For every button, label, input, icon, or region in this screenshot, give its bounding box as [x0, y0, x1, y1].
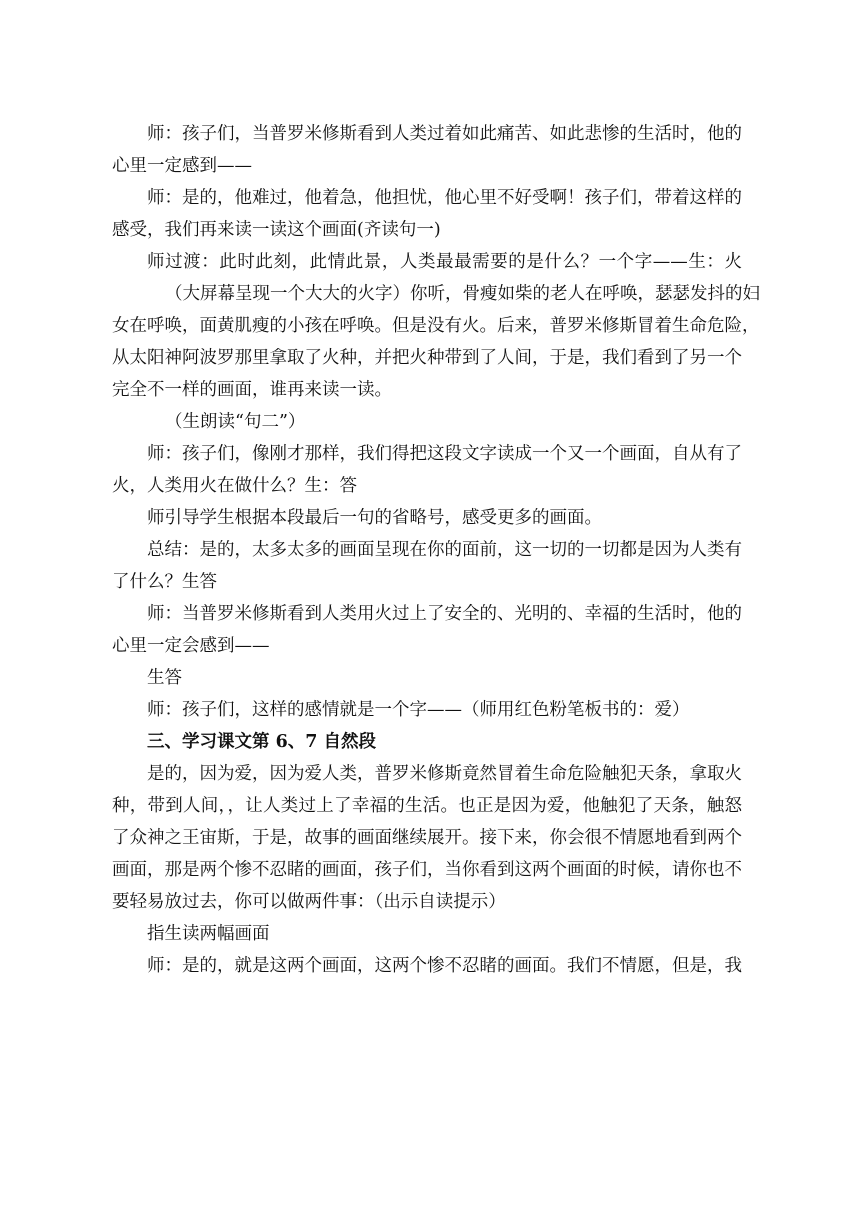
text-line: 师：孩子们，当普罗米修斯看到人类过着如此痛苦、如此悲惨的生活时，他的 — [147, 124, 742, 144]
text-line: 师：是的，他难过，他着急，他担忧，他心里不好受啊！孩子们，带着这样的 — [147, 188, 742, 208]
text-line: 师：是的，就是这两个画面，这两个惨不忍睹的画面。我们不情愿，但是，我 — [147, 956, 742, 976]
text-line: 火，人类用火在做什么？生：答 — [112, 476, 357, 496]
text-line: 完全不一样的画面，谁再来读一读。 — [112, 380, 392, 400]
text-line: 了众神之王宙斯，于是，故事的画面继续展开。接下来，你会很不情愿地看到两个 — [112, 828, 742, 848]
text-line: 师：当普罗米修斯看到人类用火过上了安全的、光明的、幸福的生活时，他的 — [147, 604, 742, 624]
text-line: 心里一定会感到—— — [112, 636, 270, 656]
text-line: （大屏幕呈现一个大大的火字）你听，骨瘦如柴的老人在呼唤，瑟瑟发抖的妇 — [165, 284, 760, 304]
text-line: （生朗读“句二”） — [165, 412, 306, 432]
text-line: 画面，那是两个惨不忍睹的画面，孩子们，当你看到这两个画面的时候，请你也不 — [112, 860, 742, 880]
text-line: 感受，我们再来读一读这个画面(齐读句一) — [112, 220, 441, 240]
text-line: 女在呼唤，面黄肌瘦的小孩在呼唤。但是没有火。后来，普罗米修斯冒着生命危险， — [112, 316, 760, 336]
text-line: 指生读两幅画面 — [147, 924, 270, 944]
document-page — [112, 118, 760, 982]
text-line: 师：孩子们，像刚才那样，我们得把这段文字读成一个又一个画面，自从有了 — [147, 444, 742, 464]
section-heading: 三、学习课文第 6、7 自然段 — [147, 732, 377, 752]
text-line: 要轻易放过去，你可以做两件事：（出示自读提示） — [112, 892, 506, 912]
text-line: 生答 — [147, 668, 182, 688]
text-line: 是的，因为爱，因为爱人类，普罗米修斯竟然冒着生命危险触犯天条，拿取火 — [147, 764, 742, 784]
text-line: 师引导学生根据本段最后一句的省略号，感受更多的画面。 — [147, 508, 602, 528]
text-line: 心里一定感到—— — [112, 156, 252, 176]
text-line: 种，带到人间，，让人类过上了幸福的生活。也正是因为爱，他触犯了天条，触怒 — [112, 796, 742, 816]
text-line: 师过渡：此时此刻，此情此景，人类最最需要的是什么？一个字——生：火 — [147, 252, 742, 272]
text-line: 总结：是的，太多太多的画面呈现在你的面前，这一切的一切都是因为人类有 — [147, 540, 742, 560]
text-line: 师：孩子们，这样的感情就是一个字——（师用红色粉笔板书的：爱） — [147, 700, 690, 720]
text-line: 了什么？生答 — [112, 572, 217, 592]
text-line: 从太阳神阿波罗那里拿取了火种，并把火种带到了人间，于是，我们看到了另一个 — [112, 348, 742, 368]
